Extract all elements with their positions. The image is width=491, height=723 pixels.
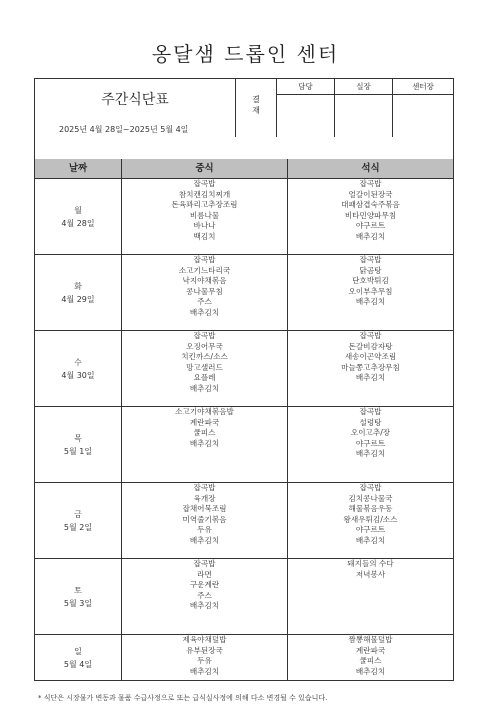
dinner-cell [287,331,453,406]
day-cell [35,179,121,254]
lunch-item: 쿨피스 [193,428,216,438]
day-cell [35,559,121,634]
dinner-item: 오이고추/장 [350,428,391,438]
dinner-item: 비타민양파무침 [344,210,397,220]
lunch-cell [121,331,287,406]
lunch-item: 참치캔김치찌개 [178,189,231,199]
dinner-cell [287,483,453,558]
day-of-week: 금 [74,509,82,519]
signbox-director-label: 센터장 [393,79,453,95]
lunch-item: 주스 [197,297,212,307]
header-lunch: 중식 [121,159,287,178]
dinner-item: 왕새우튀김/소스 [343,514,398,524]
dinner-item: 해물볶음우동 [348,504,393,514]
lunch-cell [121,483,287,558]
dinner-cell [287,635,453,681]
lunch-item: 백김치 [193,231,216,241]
day-date: 5월 2일 [63,522,93,532]
dinner-item: 잡곡밥 [359,483,382,492]
lunch-item: 잡곡밥 [193,483,216,492]
lunch-item: 바나나 [193,221,216,231]
dinner-cell [287,559,453,634]
lunch-item: 요플레 [193,373,216,383]
day-cell [35,407,121,482]
lunch-cell [121,635,287,681]
lunch-item: 소고기야채볶음밥 [175,407,234,416]
lunch-item: 치킨까스/소스 [181,352,228,362]
dinner-item: 계란파국 [355,645,386,655]
lunch-item: 두유 [197,525,212,535]
table-row [35,407,453,483]
lunch-item: 구운계란 [189,580,220,590]
dinner-item: 얼갈이된장국 [348,189,393,199]
lunch-item: 배추김치 [189,601,220,611]
dinner-item: 야구르트 [355,221,386,231]
approval-label-1: 결 [252,95,260,104]
lunch-item: 두유 [197,656,212,666]
lunch-item: 잡곡밥 [193,559,216,568]
dinner-item: 설렁탕 [359,417,382,427]
lunch-item: 배추김치 [189,438,220,448]
lunch-item: 육개장 [193,493,216,503]
dinner-cell [287,255,453,330]
lunch-item: 돈육꽈리고추장조림 [171,200,238,210]
dinner-item: 야구르트 [355,525,386,535]
table-row [35,331,453,407]
table-row [35,559,453,635]
lunch-item: 배추김치 [189,535,220,545]
dinner-item: 잡곡밥 [359,255,382,264]
table-row [35,635,453,681]
signbox-director [393,79,453,137]
lunch-item: 소고기느타리국 [178,265,231,275]
day-date: 5월 3일 [63,598,93,608]
table-row [35,179,453,255]
day-of-week: 목 [74,433,82,443]
day-of-week: 일 [74,647,82,656]
dinner-item: 돼지들의 수다 [347,559,394,568]
dinner-item: 잡곡밥 [359,331,382,340]
lunch-item: 잡곡밥 [193,255,216,264]
approval-label-2: 재 [252,106,260,115]
day-of-week: 월 [74,205,82,215]
day-date: 4월 30일 [61,370,95,380]
lunch-item: 낙지야채볶음 [182,276,227,286]
table-row [35,483,453,559]
lunch-item: 오징어무국 [186,341,223,351]
dinner-item: 배추김치 [355,231,386,241]
dinner-item: 잡곡밥 [359,407,382,416]
lunch-cell [121,179,287,254]
day-date: 4월 29일 [61,294,95,304]
dinner-item: 쿨피스 [359,656,382,666]
dinner-item: 저녁봉사 [355,569,386,579]
signbox-chief [335,79,393,137]
menu-period: 2025년 4월 28일~2025년 5월 4일 [59,125,189,134]
lunch-cell [121,255,287,330]
day-of-week: 화 [74,281,82,291]
lunch-item: 주스 [197,590,212,600]
header-dinner: 석식 [287,159,453,178]
menu-header [35,79,453,160]
lunch-item: 망고샐러드 [186,362,223,372]
lunch-item: 잡채어묵조림 [182,504,227,514]
day-date: 4월 28일 [61,218,95,228]
dinner-item: 야구르트 [355,438,386,448]
lunch-item: 콩나물무침 [186,286,223,296]
day-cell [35,255,121,330]
lunch-cell [121,407,287,482]
dinner-item: 배추김치 [355,666,386,676]
footnote: * 식단은 시장물가 변동과 물품 수급사정으로 또는 급식실사정에 의해 다소 변경될 수 있습니다. [38,694,328,702]
table-header [35,159,453,179]
page-title: 옹달샘 드롭인 센터 [151,42,340,66]
day-of-week: 토 [74,585,82,595]
day-of-week: 수 [74,357,82,367]
signbox-manager-label: 담당 [277,79,334,95]
menu-frame [34,78,454,681]
dinner-item: 김치콩나물국 [348,493,393,503]
dinner-item: 배추김치 [355,297,386,307]
dinner-item: 오이부추무침 [348,286,393,296]
lunch-cell [121,559,287,634]
header-day: 날짜 [68,163,88,174]
lunch-item: 제육야채덮밥 [182,635,227,644]
dinner-cell [287,407,453,482]
lunch-item: 잡곡밥 [193,331,216,340]
day-cell [35,635,121,681]
dinner-item: 잡곡밥 [359,179,382,188]
lunch-item: 잡곡밥 [193,179,216,188]
day-date: 5월 1일 [63,446,93,456]
signbox-chief-label: 실장 [335,79,392,95]
lunch-item: 계란파국 [189,417,220,427]
dinner-item: 닭곰탕 [359,265,382,275]
dinner-item: 단호박튀김 [352,276,389,286]
dinner-cell [287,179,453,254]
dinner-item: 대패삼겹숙주볶음 [341,200,400,210]
lunch-item: 미역줄기볶음 [182,514,227,524]
day-cell [35,483,121,558]
dinner-item: 새송이곤약조림 [344,352,397,362]
lunch-item: 유부된장국 [186,645,223,655]
lunch-item: 배추김치 [189,666,220,676]
lunch-item: 배추김치 [189,307,220,317]
dinner-item: 짬뽕해물덮밥 [348,635,393,644]
approval-label [235,79,277,137]
lunch-item: 배추김치 [189,383,220,393]
day-cell [35,331,121,406]
dinner-item: 돈갈비감자탕 [348,341,393,351]
dinner-item: 배추김치 [355,449,386,459]
table-row [35,255,453,331]
lunch-item: 라면 [197,569,212,579]
day-date: 5월 4일 [63,660,93,669]
dinner-item: 배추김치 [355,373,386,383]
lunch-item: 비름나물 [189,210,220,220]
menu-title: 주간식단표 [101,92,169,108]
dinner-item: 배추김치 [355,535,386,545]
signbox-manager [277,79,335,137]
dinner-item: 마늘쫑고추장무침 [341,362,400,372]
